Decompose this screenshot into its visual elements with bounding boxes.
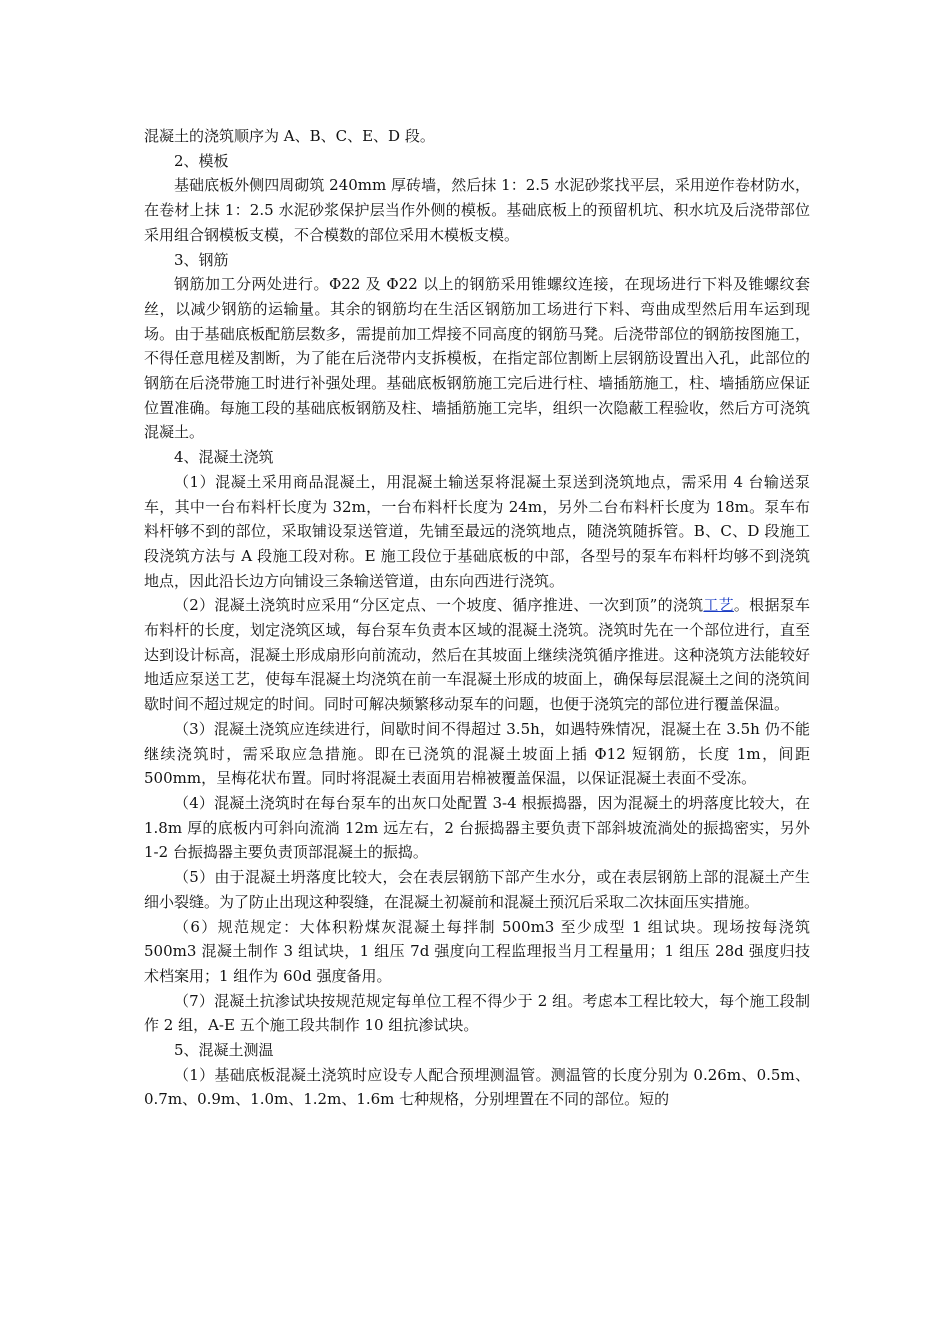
paragraph-text: （2）混凝土浇筑时应采用“分区定点、一个坡度、循序推进、一次到顶”的浇筑 [174, 596, 704, 615]
paragraph-pouring-3: （3）混凝土浇筑应连续进行，间歇时间不得超过 3.5h，如遇特殊情况，混凝土在 3.5h 仍不能继续浇筑时，需采取应急措施。即在已浇筑的混凝土坡面上插 Φ12 短钢筋，长度 1m，间距 500mm，呈梅花状布置。同时将混凝土表面用岩棉被覆盖保温，以保证混凝土表面不受冻。 [144, 719, 810, 788]
section-heading-temperature: 5、混凝土测温 [174, 1041, 274, 1060]
paragraph-rebar: 钢筋加工分两处进行。Φ22 及 Φ22 以上的钢筋采用锥螺纹连接，在现场进行下料及锥螺纹套丝，以减少钢筋的运输量。其余的钢筋均在生活区钢筋加工场进行下料、弯曲成型然后用车运到现场。由于基础底板配筋层数多，需提前加工焊接不同高度的钢筋马凳。后浇带部位的钢筋按图施工，不得任意甩槎及割断，为了能在后浇带内支拆模板，在指定部位割断上层钢筋设置出入孔，此部位的钢筋在后浇带施工时进行补强处理。基础底板钢筋施工完后进行柱、墙插筋施工，柱、墙插筋应保证位置准确。每施工段的基础底板钢筋及柱、墙插筋施工完毕，组织一次隐蔽工程验收，然后方可浇筑混凝土。 [144, 275, 810, 442]
paragraph-pouring-7: （7）混凝土抗渗试块按规范规定每单位工程不得少于 2 组。考虑本工程比较大，每个施工段制作 2 组，A-E 五个施工段共制作 10 组抗渗试块。 [144, 991, 810, 1035]
paragraph-pouring-1: （1）混凝土采用商品混凝土，用混凝土输送泵将混凝土泵送到浇筑地点，需采用 4 台输送泵车，其中一台布料杆长度为 32m，一台布料杆长度为 24m，另外二台布料杆长度为 18m。泵车布料杆够不到的部位，采取铺设泵送管道，先铺至最远的浇筑地点，随浇筑随拆管。B、C、D 段施工段浇筑方法与 A 段施工段对称。E 施工段位于基础底板的中部，各型号的泵车布料杆均够不到浇筑地点，因此沿长边方向铺设三条输送管道，由东向西进行浇筑。 [144, 472, 810, 590]
paragraph-formwork: 基础底板外侧四周砌筑 240mm 厚砖墙，然后抹 1：2.5 水泥砂浆找平层，采用逆作卷材防水，在卷材上抹 1：2.5 水泥砂浆保护层当作外侧的模板。基础底板上的预留机坑、积水坑及后浇带部位采用组合钢模板支模，不合模数的部位采用木模板支模。 [144, 176, 810, 244]
paragraph-text: 。根据泵车布料杆的长度，划定浇筑区域，每台泵车负责本区域的混凝土浇筑。浇筑时先在一个部位进行，直至达到设计标高，混凝土形成扇形向前流动，然后在其坡面上继续浇筑循序推进。这种浇筑方法能较好地适应泵送工艺，使每车混凝土均浇筑在前一车混凝土形成的坡面上，确保每层混凝土之间的浇筑间歇时间不超过规定的时间。同时可解决频繁移动泵车的问题，也便于浇筑完的部位进行覆盖保温。 [144, 596, 810, 714]
section-heading-formwork: 2、模板 [174, 151, 229, 170]
document-page [144, 124, 810, 1112]
paragraph-temperature-1: （1）基础底板混凝土浇筑时应设专人配合预埋测温管。测温管的长度分别为 0.26m、0.5m、0.7m、0.9m、1.0m、1.2m、1.6m 七种规格，分别埋置在不同的部位。短的 [144, 1065, 810, 1109]
paragraph-pouring-2 [144, 593, 810, 717]
process-link[interactable]: 工艺 [703, 596, 734, 615]
paragraph-pouring-6: （6）规范规定：大体积粉煤灰混凝土每拌制 500m3 至少成型 1 组试块。现场按每浇筑 500m3 混凝土制作 3 组试块，1 组压 7d 强度向工程监理报当月工程量用；1 组压 28d 强度归技术档案用；1 组作为 60d 强度备用。 [144, 917, 810, 985]
paragraph-pouring-5: （5）由于混凝土坍落度比较大，会在表层钢筋下部产生水分，或在表层钢筋上部的混凝土产生细小裂缝。为了防止出现这种裂缝，在混凝土初凝前和混凝土预沉后采取二次抹面压实措施。 [144, 868, 810, 911]
section-heading-rebar: 3、钢筋 [174, 250, 229, 269]
paragraph-continuation: 混凝土的浇筑顺序为 A、B、C、E、D 段。 [144, 127, 435, 145]
section-heading-pouring: 4、混凝土浇筑 [174, 448, 274, 467]
paragraph-pouring-4: （4）混凝土浇筑时在每台泵车的出灰口处配置 3-4 根振捣器，因为混凝土的坍落度比较大，在 1.8m 厚的底板内可斜向流淌 12m 远左右，2 台振捣器主要负责下部斜坡流淌处的振捣密实，另外 1-2 台振捣器主要负责顶部混凝土的振捣。 [144, 793, 810, 862]
